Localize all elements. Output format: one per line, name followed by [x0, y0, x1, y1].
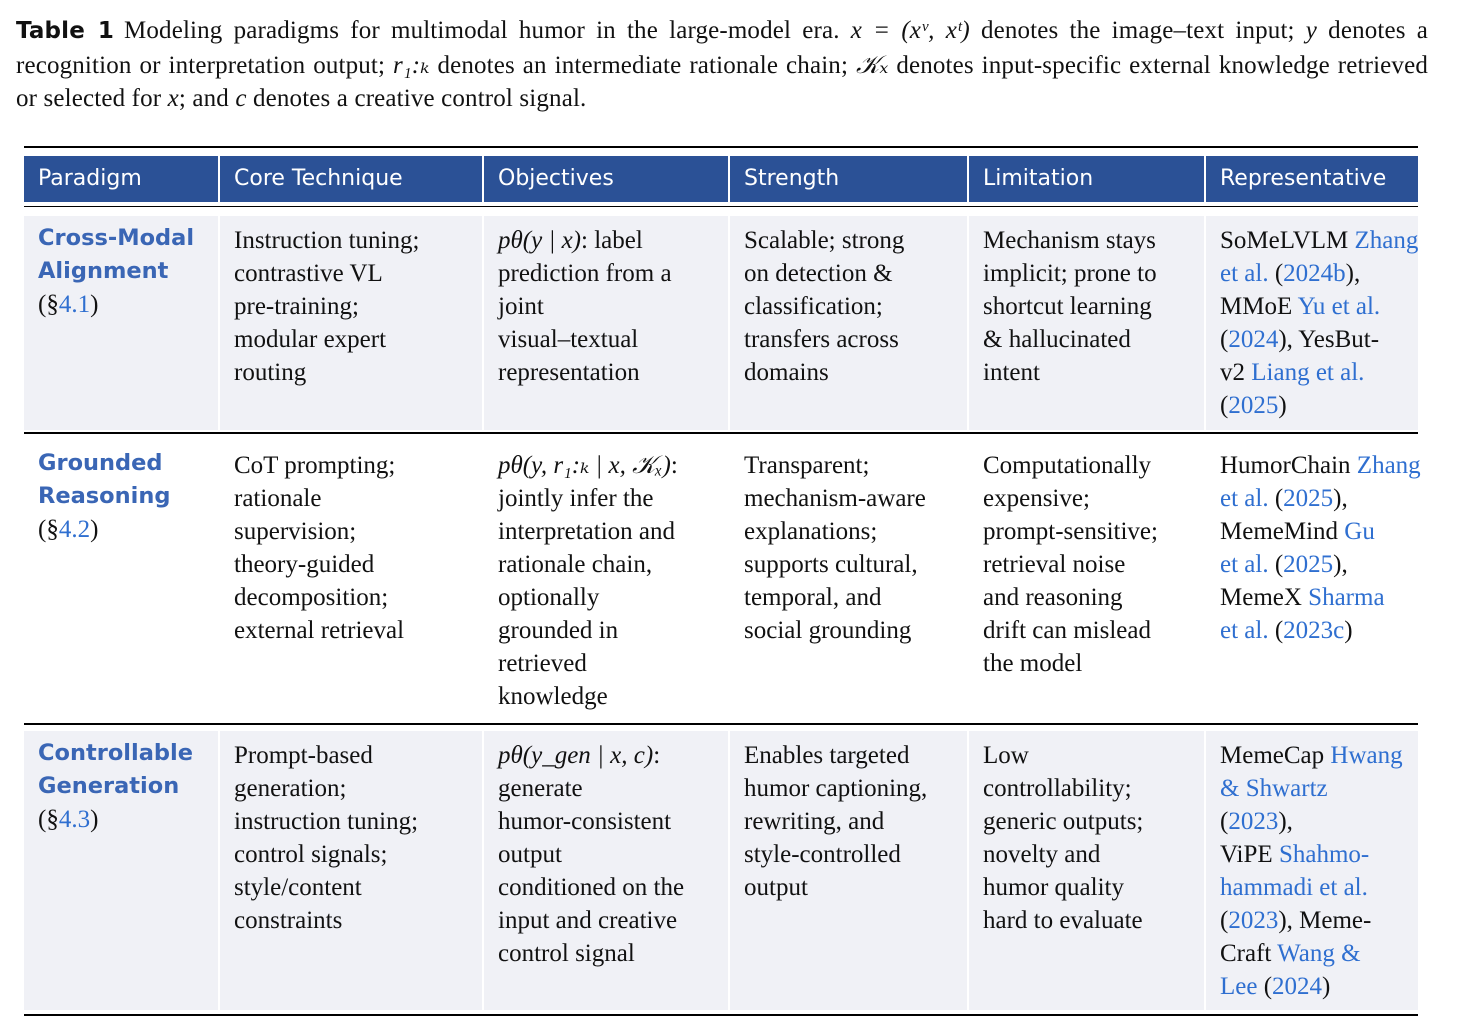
caption-math-r: r₁:ₖ [393, 52, 430, 79]
table-row [24, 441, 1421, 717]
cell-line: decomposition; [234, 584, 389, 611]
cell-line: drift can mislead [983, 617, 1151, 644]
header-objectives: Objectives [484, 156, 730, 202]
representative-line [1220, 356, 1418, 389]
cell-line: humor quality [983, 874, 1124, 901]
cell-line: transfers across [744, 326, 899, 353]
cell-line: prediction from a [498, 260, 672, 287]
cell-line: intent [983, 359, 1040, 386]
cell-line: supervision; [234, 518, 357, 545]
caption-text-3: denotes a recognition or interpretation output; [16, 17, 1428, 79]
representative-text: ), Meme- [1278, 907, 1372, 934]
caption-text-1: Modeling paradigms for multimodal humor in the large-model era. [124, 17, 851, 44]
representative-text: ) [1278, 392, 1287, 419]
limitation-cell [969, 441, 1206, 717]
cell-line: style-controlled [744, 841, 901, 868]
cell-line: rationale [234, 485, 322, 512]
cell-line: prompt-sensitive; [983, 518, 1158, 545]
representative-line [1220, 904, 1418, 937]
table-row [24, 216, 1418, 430]
citation-link[interactable]: Sharma [1308, 584, 1385, 611]
objective-text: : label [581, 227, 643, 254]
objective-text: : [670, 452, 678, 479]
cell-line: control signal [498, 940, 635, 967]
representative-line [1220, 772, 1418, 805]
table-bottom-rule [24, 1014, 1418, 1016]
caption-text-2: denotes the image–text input; [969, 17, 1306, 44]
objectives-cell [484, 216, 730, 430]
cell-line: generic outputs; [983, 808, 1144, 835]
cell-line: external retrieval [234, 617, 405, 644]
citation-link[interactable]: 2025 [1283, 551, 1334, 578]
representative-text: ( [1220, 326, 1229, 353]
caption-text-7: denotes a creative control signal. [246, 85, 587, 112]
objective-formula: pθ(y, r₁:ₖ | x, 𝒦ₓ) [498, 452, 671, 479]
table-caption [16, 14, 1428, 115]
representative-line [1220, 449, 1421, 482]
header-bottom-rule [24, 206, 1418, 207]
cell-line: output [498, 841, 562, 868]
cell-line: generate [498, 775, 583, 802]
representative-text: SoMeLVLM [1220, 227, 1355, 254]
cell-line: constraints [234, 907, 343, 934]
cell-line: instruction tuning; [234, 808, 419, 835]
representative-text: ViPE [1220, 841, 1279, 868]
representative-text: MMoE [1220, 293, 1298, 320]
header-paradigm: Paradigm [24, 156, 220, 202]
row-divider [24, 723, 1418, 725]
cell-line: conditioned on the [498, 874, 685, 901]
caption-math-k: 𝒦ₓ [855, 50, 889, 79]
citation-link[interactable]: Lee [1220, 973, 1258, 1000]
citation-link[interactable]: 2023c [1283, 617, 1345, 644]
representative-text: ( [1220, 907, 1229, 934]
cell-line: output [744, 874, 808, 901]
citation-link[interactable]: Liang et al. [1251, 359, 1365, 386]
representative-text: v2 [1220, 359, 1252, 386]
paradigm-section: (§4.1) [38, 291, 99, 318]
representative-line [1220, 224, 1418, 257]
cell-line: modular expert [234, 326, 387, 353]
cell-line: interpretation and [498, 518, 676, 545]
representative-cell [1206, 731, 1418, 1010]
paradigm-name: Controllable Generation [38, 740, 193, 799]
representative-line [1220, 970, 1418, 1003]
citation-link[interactable]: Zhang [1354, 227, 1419, 254]
table-label: Table 1 [16, 18, 115, 44]
cell-line: domains [744, 359, 829, 386]
representative-text: ( [1220, 392, 1229, 419]
cell-line: temporal, and [744, 584, 882, 611]
objective-first-line [498, 449, 728, 482]
cell-line: input and creative [498, 907, 678, 934]
representative-text: MemeX [1220, 584, 1309, 611]
cell-line: theory-guided [234, 551, 375, 578]
cell-line: joint [498, 293, 544, 320]
cell-line: Transparent; [744, 452, 870, 479]
cell-line: control signals; [234, 841, 388, 868]
caption-text-5: denotes input-specific external knowledge retrieved or selected for [16, 52, 1428, 112]
representative-line [1220, 838, 1418, 871]
representative-line [1220, 805, 1418, 838]
citation-link[interactable]: Shahmo- [1278, 841, 1370, 868]
section-link[interactable]: 4.1 [58, 291, 91, 318]
paradigm-cell [24, 441, 220, 717]
cell-line: knowledge [498, 683, 608, 710]
table-header [24, 156, 1418, 202]
paradigm-name: Cross-Modal Alignment [38, 225, 195, 284]
cell-line: optionally [498, 584, 600, 611]
caption-text-6: ; and [178, 85, 236, 112]
citation-link[interactable]: hammadi et al. [1220, 874, 1368, 901]
cell-line: routing [234, 359, 307, 386]
header-core-technique: Core Technique [220, 156, 484, 202]
row-divider [24, 432, 1418, 434]
strength-cell [730, 441, 969, 717]
cell-line: the model [983, 650, 1083, 677]
cell-line: expensive; [983, 485, 1090, 512]
citation-link[interactable]: et al. [1220, 551, 1269, 578]
limitation-cell [969, 216, 1206, 430]
cell-line: novelty and [983, 841, 1101, 868]
representative-text: ), [1278, 808, 1293, 835]
representative-text: MemeCap [1220, 742, 1331, 769]
representative-text: ( [1220, 808, 1229, 835]
cell-line: rationale chain, [498, 551, 653, 578]
representative-text: HumorChain [1220, 452, 1357, 479]
table-row [24, 731, 1418, 1010]
caption-math-input: x = (xᵛ, xᵗ) [850, 17, 970, 44]
citation-link[interactable]: 2025 [1283, 485, 1334, 512]
cell-line: Mechanism stays [983, 227, 1156, 254]
citation-link[interactable]: 2025 [1228, 392, 1279, 419]
cell-line: controllability; [983, 775, 1132, 802]
representative-text: ), YesBut- [1278, 326, 1380, 353]
representative-line [1220, 515, 1418, 548]
objectives-cell [484, 441, 730, 717]
representative-text: ( [1268, 551, 1284, 578]
cell-line: explanations; [744, 518, 878, 545]
cell-line: rewriting, and [744, 808, 885, 835]
cell-line: Scalable; strong [744, 227, 905, 254]
section-link[interactable]: 4.3 [58, 806, 91, 833]
representative-line [1220, 581, 1418, 614]
core-technique-cell [220, 216, 484, 430]
representative-text: ), [1345, 260, 1361, 287]
core-technique-cell [220, 441, 484, 717]
table-top-rule [24, 146, 1418, 148]
objective-first-line [498, 739, 728, 772]
representative-line [1220, 257, 1418, 290]
header-limitation: Limitation [969, 156, 1206, 202]
objective-formula: pθ(y | x) [498, 227, 581, 254]
representative-text: ), [1333, 485, 1348, 512]
representative-line [1220, 323, 1418, 356]
cell-line: jointly infer the [498, 485, 654, 512]
caption-math-c: c [235, 85, 247, 112]
cell-line: style/content [234, 874, 362, 901]
cell-line: on detection & [744, 260, 893, 287]
cell-line: supports cultural, [744, 551, 918, 578]
representative-cell [1206, 216, 1418, 430]
citation-link[interactable]: 2024 [1272, 973, 1323, 1000]
citation-link[interactable]: Hwang [1330, 742, 1403, 769]
representative-line [1220, 739, 1418, 772]
caption-math-y: y [1305, 17, 1318, 44]
representative-line [1220, 290, 1418, 323]
citation-link[interactable]: 2024b [1283, 260, 1346, 287]
cell-line: shortcut learning [983, 293, 1152, 320]
cell-line: social grounding [744, 617, 912, 644]
cell-line: Enables targeted [744, 742, 910, 769]
representative-line [1220, 871, 1418, 904]
cell-line: Prompt-based [234, 742, 373, 769]
cell-line: hard to evaluate [983, 907, 1143, 934]
cell-line: mechanism-aware [744, 485, 926, 512]
paradigm-section: (§4.2) [38, 516, 99, 543]
representative-text: ), [1333, 551, 1348, 578]
objective-text: : [653, 742, 661, 769]
objective-first-line [498, 224, 728, 257]
objectives-cell [484, 731, 730, 1010]
representative-text: ( [1268, 485, 1284, 512]
strength-cell [730, 731, 969, 1010]
citation-link[interactable]: 2023 [1228, 907, 1279, 934]
caption-text-4: denotes an intermediate rationale chain; [429, 52, 856, 79]
limitation-cell [969, 731, 1206, 1010]
cell-line: implicit; prone to [983, 260, 1157, 287]
header-representative: Representative [1220, 166, 1387, 191]
cell-line: pre-training; [234, 293, 359, 320]
representative-text: ( [1268, 260, 1284, 287]
paradigm-cell [24, 731, 220, 1010]
representative-text: MemeMind [1220, 518, 1345, 545]
citation-link[interactable]: Zhang [1356, 452, 1421, 479]
cell-line: visual–textual [498, 326, 639, 353]
representative-line [1220, 482, 1418, 515]
cell-line: retrieved [498, 650, 587, 677]
cell-line: generation; [234, 775, 347, 802]
representative-text: ) [1322, 973, 1331, 1000]
cell-line: CoT prompting; [234, 452, 396, 479]
cell-line: Low [983, 742, 1029, 769]
citation-link[interactable]: et al. [1220, 260, 1269, 287]
cell-line: Instruction tuning; [234, 227, 420, 254]
cell-line: Computationally [983, 452, 1152, 479]
citation-link[interactable]: et al. [1220, 485, 1269, 512]
paradigm-name: Grounded Reasoning [38, 450, 171, 509]
representative-text: ) [1344, 617, 1353, 644]
objective-formula: pθ(y_gen | x, c) [498, 742, 654, 769]
cell-line: contrastive VL [234, 260, 383, 287]
representative-text: ( [1268, 617, 1284, 644]
representative-cell [1206, 441, 1421, 717]
representative-line [1220, 614, 1418, 647]
core-technique-cell [220, 731, 484, 1010]
citation-link[interactable]: Gu [1344, 518, 1375, 545]
cell-line: retrieval noise [983, 551, 1126, 578]
paradigm-cell [24, 216, 220, 430]
paradigm-section: (§4.3) [38, 806, 99, 833]
cell-line: and reasoning [983, 584, 1123, 611]
caption-math-x: x [167, 85, 179, 112]
representative-line [1220, 937, 1418, 970]
representative-text: ( [1257, 973, 1273, 1000]
citation-link[interactable]: Wang & [1277, 940, 1361, 967]
cell-line: humor captioning, [744, 775, 928, 802]
header-strength: Strength [730, 156, 969, 202]
citation-link[interactable]: 2023 [1228, 808, 1279, 835]
cell-line: & hallucinated [983, 326, 1131, 353]
cell-line: humor-consistent [498, 808, 672, 835]
citation-link[interactable]: et al. [1220, 617, 1269, 644]
citation-link[interactable]: Yu et al. [1297, 293, 1381, 320]
cell-line: grounded in [498, 617, 619, 644]
cell-line: representation [498, 359, 640, 386]
citation-link[interactable]: 2024 [1228, 326, 1279, 353]
representative-text: Craft [1220, 940, 1278, 967]
representative-line [1220, 389, 1418, 422]
representative-line [1220, 548, 1418, 581]
citation-link[interactable]: & Shwartz [1220, 775, 1328, 802]
strength-cell [730, 216, 969, 430]
section-link[interactable]: 4.2 [58, 516, 91, 543]
cell-line: classification; [744, 293, 883, 320]
